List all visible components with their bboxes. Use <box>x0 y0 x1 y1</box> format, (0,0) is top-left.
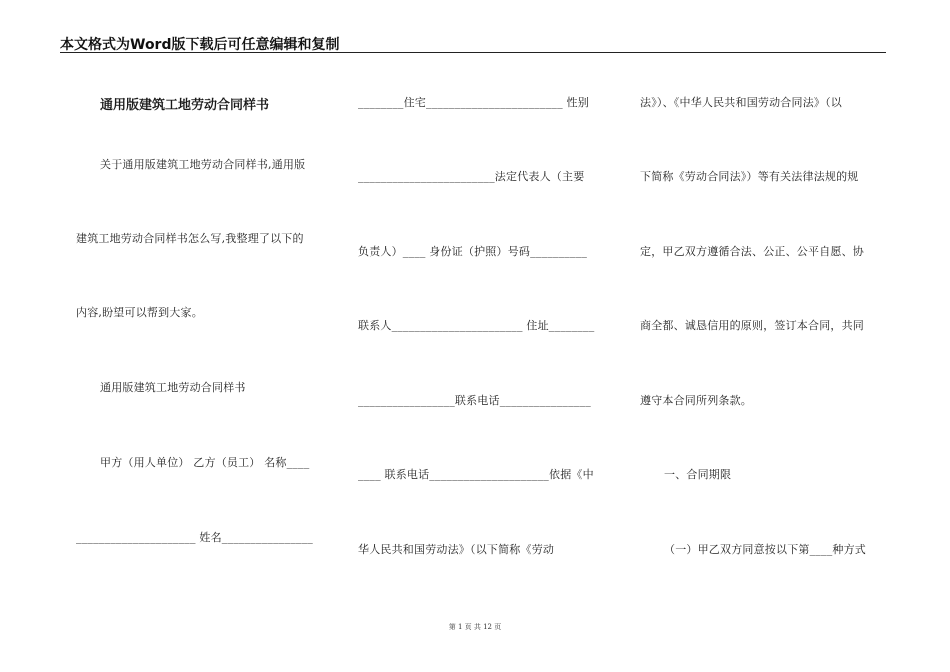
body-line: 定，甲乙双方遵循合法、公正、公平自愿、协 <box>640 245 864 258</box>
document-title: 通用版建筑工地劳动合同样书 <box>100 98 270 113</box>
page-number: 第 1 页 共 12 页 <box>448 623 502 631</box>
body-line: 遵守本合同所列条款。 <box>640 394 752 407</box>
body-line: 建筑工地劳动合同样书怎么写,我整理了以下的 <box>76 232 304 245</box>
section-heading: 一、合同期限 <box>664 468 732 481</box>
body-line: ________住宅________________________ 性别 <box>358 96 589 109</box>
body-line: 下简称《劳动合同法》）等有关法律法规的规 <box>640 170 859 183</box>
body-line: ________________________法定代表人（主要 <box>358 170 585 183</box>
body-line: 甲方（用人单位） 乙方（员工） 名称____ <box>100 456 310 469</box>
body-line: （一）甲乙双方同意按以下第____种方式 <box>664 543 866 556</box>
body-line: 商全都、诚恳信用的原则，签订本合同，共同 <box>640 319 864 332</box>
body-line: 联系人_______________________ 住址________ <box>358 319 595 332</box>
body-line: ____ 联系电话_____________________依据《中 <box>358 468 594 481</box>
body-line: 法》）、《中华人民共和国劳动合同法》（以 <box>640 96 842 109</box>
body-line: 内容,盼望可以帮到大家。 <box>76 306 203 319</box>
body-line: 关于通用版建筑工地劳动合同样书,通用版 <box>100 158 306 171</box>
body-line: 华人民共和国劳动法》（以下简称《劳动 <box>358 543 555 556</box>
page-header: 本文格式为Word版下载后可任意编辑和复制 <box>60 37 340 53</box>
body-line: _____________________ 姓名________________ <box>76 531 313 544</box>
body-line: 通用版建筑工地劳动合同样书 <box>100 381 246 394</box>
header-divider <box>60 52 886 53</box>
body-line: 负责人）____ 身份证（护照）号码__________ <box>358 245 588 258</box>
body-line: _________________联系电话________________ <box>358 394 591 407</box>
